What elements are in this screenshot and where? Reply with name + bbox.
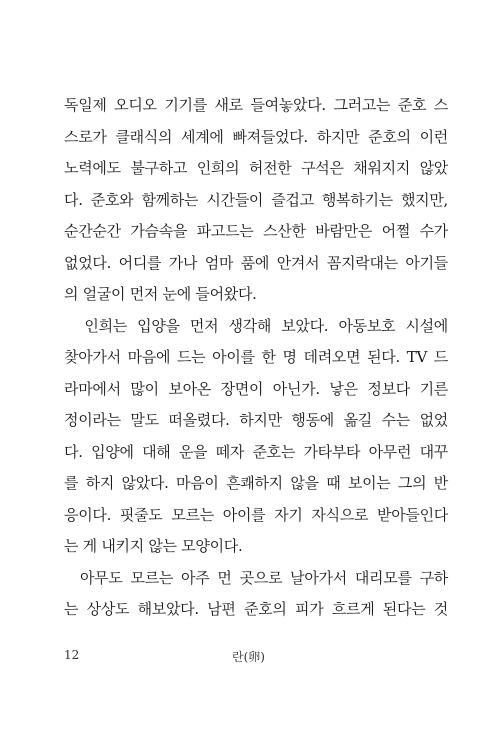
- paragraph-3: [64, 563, 448, 626]
- text-line: 응이다. 핏줄도 모르는 아이를 자기 자식으로 받아들인다: [64, 505, 448, 524]
- text-line: 인희는 입양을 먼저 생각해 보았다. 아동보호 시설에: [64, 316, 448, 335]
- text-line: 를 하지 않았다. 마음이 흔쾌하지 않을 때 보이는 그의 반: [64, 474, 448, 492]
- text-line: 아무도 모르는 아주 먼 곳으로 날아가서 대리모를 구하: [64, 568, 448, 587]
- text-line: 의 얼굴이 먼저 눈에 들어왔다.: [64, 285, 257, 303]
- text-line: 라마에서 많이 보아온 장면이 아닌가. 낳은 정보다 기른: [64, 379, 448, 398]
- text-line: 없었다. 어디를 가나 엄마 품에 안겨서 꼼지락대는 아기들: [64, 253, 448, 272]
- running-title: 란(卵): [232, 650, 265, 664]
- text-line: 찾아가서 마음에 드는 아이를 한 명 데려오면 된다. TV 드: [64, 348, 448, 366]
- paragraph-2: [64, 311, 448, 563]
- paragraph-1: [64, 90, 448, 311]
- text-line: 순간순간 가슴속을 파고드는 스산한 바람만은 어쩔 수가: [64, 222, 448, 240]
- text-line: 다. 입양에 대해 운을 떼자 준호는 가타부타 아무런 대꾸: [64, 442, 448, 461]
- text-line: 스로가 클래식의 세계에 빠져들었다. 하지만 준호의 이런: [64, 127, 448, 146]
- text-line: 는 게 내키지 않는 모양이다.: [64, 537, 243, 555]
- page-body-text: [64, 90, 448, 626]
- page-footer: [64, 648, 448, 668]
- text-line: 독일제 오디오 기기를 새로 들여놓았다. 그러고는 준호 스: [64, 96, 448, 114]
- text-line: 다. 준호와 함께하는 시간들이 즐겁고 행복하기는 했지만,: [64, 190, 448, 209]
- text-line: 는 상상도 해보았다. 남편 준호의 피가 흐르게 된다는 것: [64, 600, 448, 618]
- text-line: 노력에도 불구하고 인희의 허전한 구석은 채워지지 않았: [64, 159, 448, 177]
- page-number: 12: [64, 648, 80, 662]
- text-line: 정이라는 말도 떠올렸다. 하지만 행동에 옮길 수는 없었: [64, 411, 448, 429]
